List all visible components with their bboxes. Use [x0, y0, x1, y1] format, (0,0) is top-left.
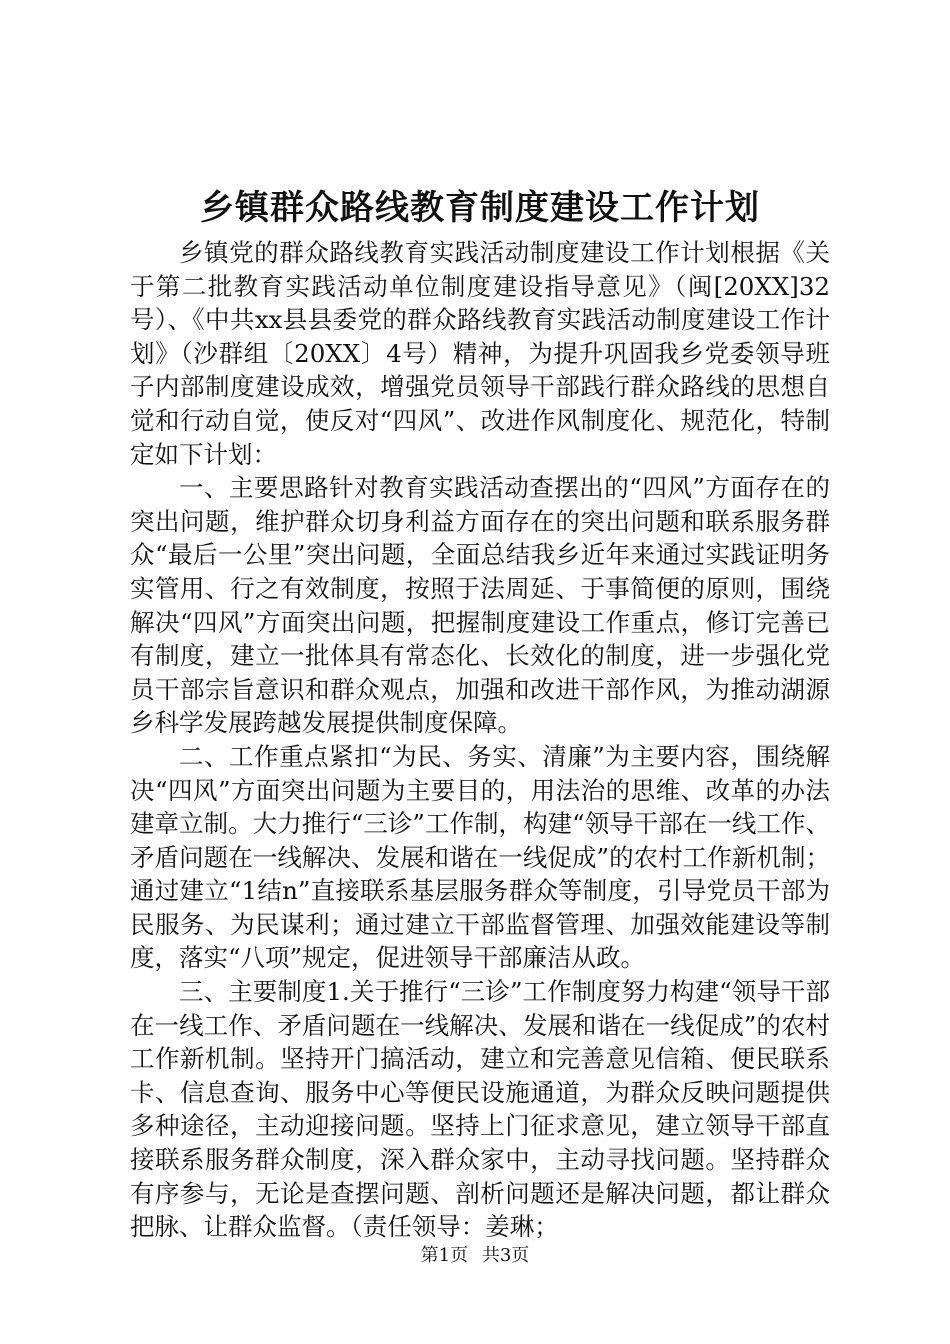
paragraph-section-2: 二、工作重点紧扣“为民、务实、清廉”为主要内容，围绕解决“四风”方面突出问题为主要目的，用法治的思维、改革的办法建章立制。大力推行“三诊”工作制，构建“领导干部在一线工作、矛盾问题在一线解决、发展和谐在一线促成”的农村工作新机制；通过建立“1结n”直接联系基层服务群众等制度，引导党员干部为民服务、为民谋利；通过建立干部监督管理、加强效能建设等制度，落实“八项”规定，促进领导干部廉洁从政。 [130, 741, 830, 973]
document-page [130, 182, 830, 1244]
document-title: 乡镇群众路线教育制度建设工作计划 [200, 188, 760, 228]
page-total: 共3页 [481, 1245, 530, 1266]
paragraph-section-1: 一、主要思路针对教育实践活动查摆出的“四风”方面存在的突出问题，维护群众切身利益方面存在的突出问题和联系服务群众“最后一公里”突出问题，全面总结我乡近年来通过实践证明务实管用、行之有效制度，按照于法周延、于事简便的原则，围绕解决“四风”方面突出问题，把握制度建设工作重点，修订完善已有制度，建立一批体具有常态化、长效化的制度，进一步强化党员干部宗旨意识和群众观点，加强和改进干部作风，为推动湖源乡科学发展跨越发展提供制度保障。 [130, 473, 830, 738]
paragraph-intro: 乡镇党的群众路线教育实践活动制度建设工作计划根据《关于第二批教育实践活动单位制度建设指导意见》（闽[20XX]32号）、《中共xx县县委党的群众路线教育实践活动制度建设工作计划》（沙群组〔20XX〕4号）精神，为提升巩固我乡党委领导班子内部制度建设成效，增强党员领导干部践行群众路线的思想自觉和行动自觉，使反对“四风”、改进作风制度化、规范化，特制定如下计划： [130, 238, 830, 469]
page-number: 第1页 [420, 1245, 469, 1266]
paragraph-section-3: 三、主要制度1.关于推行“三诊”工作制度努力构建“领导干部在一线工作、矛盾问题在一线解决、发展和谐在一线促成”的农村工作新机制。坚持开门搞活动，建立和完善意见信箱、便民联系卡、信息查询、服务中心等便民设施通道，为群众反映问题提供多种途径，主动迎接问题。坚持上门征求意见，建立领导干部直接联系服务群众制度，深入群众家中，主动寻找问题。坚持群众有序参与，无论是查摆问题、剖析问题还是解决问题，都让群众把脉、让群众监督。（责任领导：姜琳； [130, 977, 830, 1242]
page-footer [0, 1244, 950, 1268]
